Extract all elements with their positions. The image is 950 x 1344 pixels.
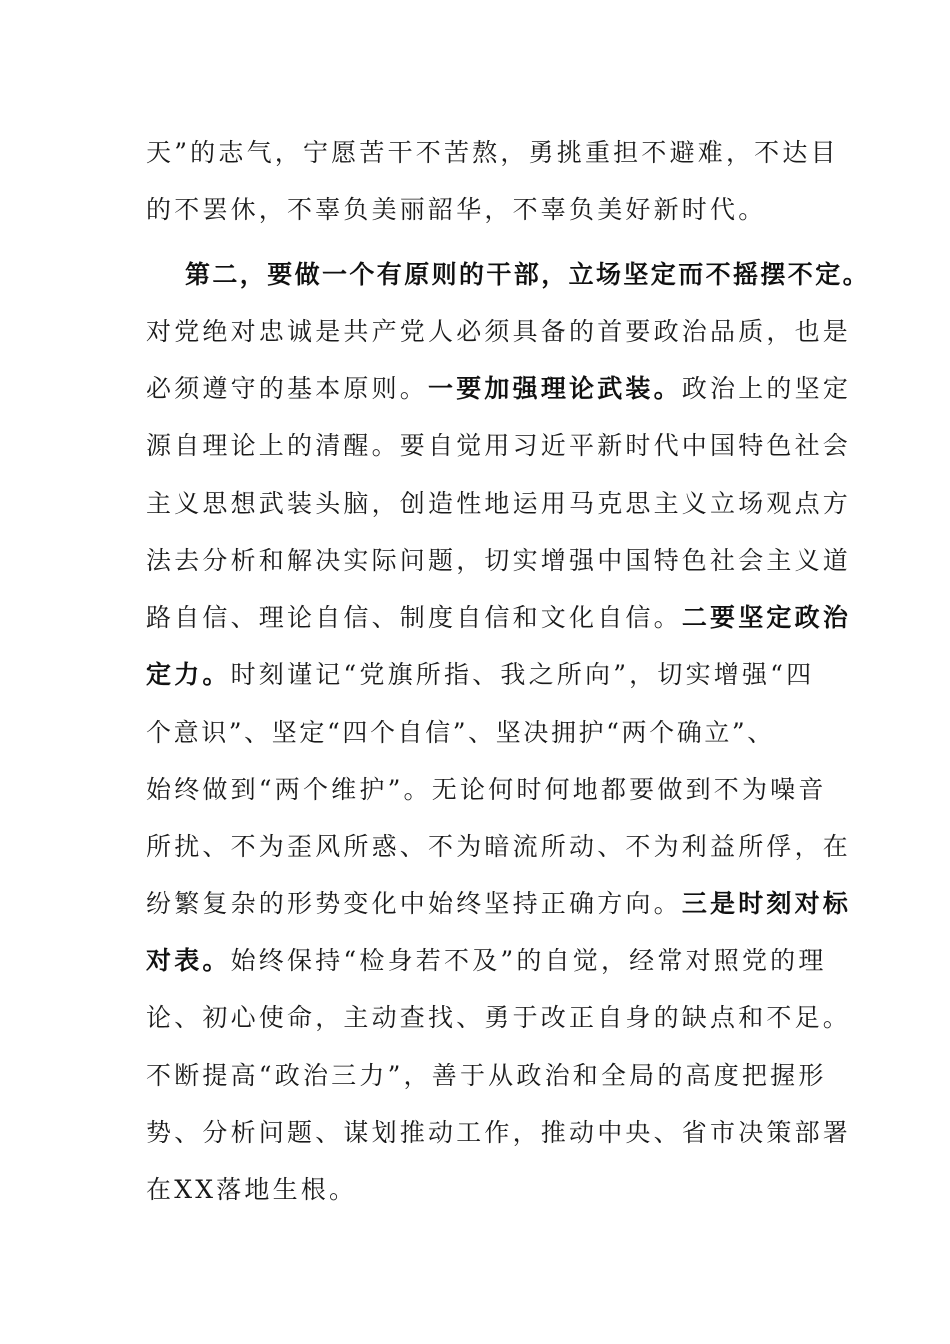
text-run: 纷繁复杂的形势变化中始终坚持正确方向。 (146, 889, 682, 918)
text-line: 势、分析问题、谋划推动工作，推动中央、省市决策部署 (146, 1118, 852, 1147)
text-line: 源自理论上的清醒。要自觉用习近平新时代中国特色社会 (146, 431, 852, 460)
bold-point-2: 二要坚定政治 (681, 603, 852, 632)
bold-point-3-end: 对表。 (146, 946, 231, 975)
text-line: 对党绝对忠诚是共产党人必须具备的首要政治品质，也是 (146, 317, 852, 346)
text-line: 主义思想武装头脑，创造性地运用马克思主义立场观点方 (146, 489, 852, 518)
text-line: 所扰、不为歪风所惑、不为暗流所动、不为利益所俘，在 (146, 832, 852, 861)
text-run: 始终保持“检身若不及”的自觉，经常对照党的理 (230, 946, 827, 975)
text-line: 论、初心使命，主动查找、勇于改正自身的缺点和不足。 (146, 1003, 852, 1032)
text-line: 天”的志气，宁愿苦干不苦熬，勇挑重担不避难，不达目 (146, 138, 839, 167)
text-line: 法去分析和解决实际问题，切实增强中国特色社会主义道 (146, 546, 852, 575)
bold-point-3: 三是时刻对标 (681, 889, 852, 918)
text-line: 的不罢休，不辜负美丽韶华，不辜负美好新时代。 (146, 195, 767, 224)
text-run: 必须遵守的基本原则。 (146, 374, 429, 403)
text-line: 不断提高“政治三力”，善于从政治和全局的高度把握形 (146, 1061, 827, 1090)
text-line: 始终做到“两个维护”。无论何时何地都要做到不为噪音 (146, 775, 827, 804)
section-heading: 第二，要做一个有原则的干部，立场坚定而不摇摆不定。 (185, 260, 871, 289)
text-line (146, 944, 826, 978)
text-line (146, 887, 852, 921)
text-line: 在XX落地生根。 (146, 1175, 358, 1204)
text-line (146, 658, 826, 692)
bold-point-2-end: 定力。 (146, 660, 231, 689)
bold-point-1: 一要加强理论武装。 (428, 374, 682, 403)
text-run: 路自信、理论自信、制度自信和文化自信。 (146, 603, 682, 632)
text-run: 政治上的坚定 (681, 374, 852, 403)
text-line (146, 372, 852, 406)
text-line (146, 601, 852, 635)
text-run: 时刻谨记“党旗所指、我之所向”，切实增强“四 (230, 660, 815, 689)
text-line: 个意识”、坚定“四个自信”、坚决拥护“两个确立”、 (146, 718, 775, 747)
